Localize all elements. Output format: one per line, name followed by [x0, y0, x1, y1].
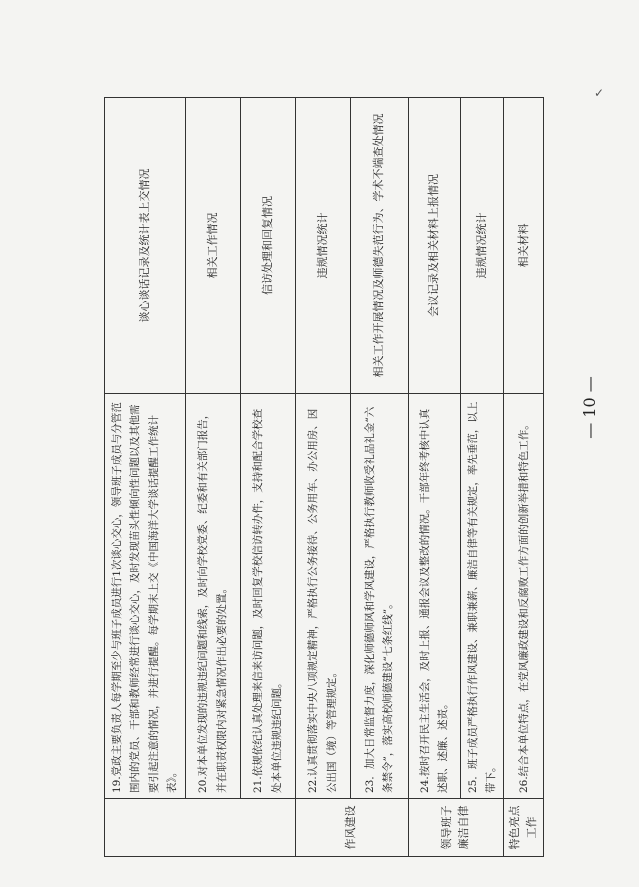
doc-cell: 违规情况统计 — [295, 98, 350, 394]
table-row — [240, 98, 295, 857]
content-cell: 20.对本单位发现的违规违纪问题和线索，及时向学校党委、纪委和有关部门报告，并在职责权限内对紧急情况作出必要的处置。 — [185, 394, 240, 799]
assessment-table — [104, 97, 544, 857]
rotated-table-wrapper — [104, 97, 538, 857]
doc-cell: 相关材料 — [504, 98, 544, 394]
table-row — [408, 98, 460, 857]
doc-cell: 相关工作开展情况及师德失范行为、学术不端查处情况 — [350, 98, 408, 394]
content-cell: 23．加大日常监督力度，深化师德师风和学风建设，严格执行教师收受礼品礼金“六条禁令”，落实高校师德建设“七条红线”。 — [350, 394, 408, 799]
scan-speck: ✓ — [594, 86, 605, 100]
content-cell: 21.依规依纪认真处理来信来访问题，及时回复学校信访转办件，支持和配合学校查处本单位违规违纪问题。 — [240, 394, 295, 799]
content-cell: 22.认真贯彻落实中央八项规定精神，严格执行公务接待、公务用车、办公用房、因公出国（境）等管理规定。 — [295, 394, 350, 799]
doc-cell: 违规情况统计 — [460, 98, 504, 394]
category-cell: 特色亮点工作 — [504, 799, 544, 857]
table-row — [295, 98, 350, 857]
doc-cell: 信访处理和回复情况 — [240, 98, 295, 394]
doc-cell: 相关工作情况 — [185, 98, 240, 394]
content-cell: 24.按时召开民主生活会，及时上报、通报会议及整改的情况。干部年终考核中认真述职、述廉、述责。 — [408, 394, 460, 799]
content-cell: 25．班子成员严格执行作风建设、兼职兼薪、廉洁自律等有关规定，率先垂范，以上带下。 — [460, 394, 504, 799]
category-cell — [105, 799, 296, 857]
doc-cell: 会议记录及相关材料上报情况 — [408, 98, 460, 394]
table-row — [504, 98, 544, 857]
content-cell: 19.党政主要负责人每学期至少与班子成员进行1次谈心交心，领导班子成员与分管范围内的党员、干部和教师经常进行谈心交心，及时发现苗头性倾向性问题以及其他需要引起注意的情况，并进行提醒。每学期末上交《中国海洋大学谈话提醒工作统计表》。 — [105, 394, 186, 799]
table-row — [350, 98, 408, 857]
content-cell: 26.结合本单位特点，在党风廉政建设和反腐败工作方面的创新举措和特色工作。 — [504, 394, 544, 799]
table-row — [185, 98, 240, 857]
table-row — [460, 98, 504, 857]
category-cell: 领导班子廉洁自律 — [408, 799, 504, 857]
doc-cell: 谈心谈话记录及统计表上交情况 — [105, 98, 186, 394]
table-row — [105, 98, 186, 857]
page-number: — 10 — — [579, 376, 599, 439]
category-cell: 作风建设 — [295, 799, 408, 857]
